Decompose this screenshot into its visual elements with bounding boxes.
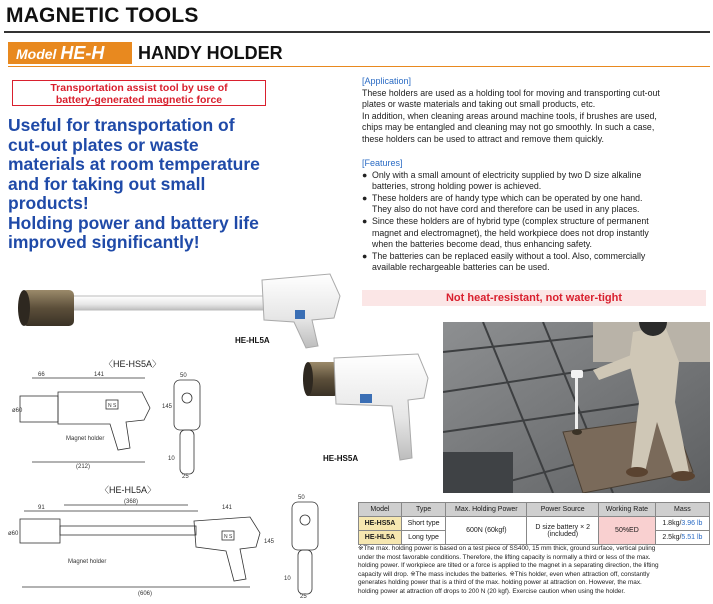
- assist-line-1: Transportation assist tool by use of: [50, 82, 228, 94]
- mass-kg: 2.5kg/: [662, 534, 682, 541]
- feature-text: batteries, strong holding power is achieved.: [372, 181, 542, 192]
- application-section: [362, 76, 702, 146]
- headline-line: materials at room temperature: [8, 154, 260, 174]
- feature-item: [362, 251, 706, 274]
- feature-text: These holders are of handy type which can be operated by one hand.: [372, 192, 643, 203]
- hs5a-drawing-label: 〈HE-HS5A〉: [104, 359, 162, 369]
- features-label: [Features]: [362, 158, 403, 168]
- hl5a-dim-141: 141: [222, 505, 233, 511]
- headline-line: Useful for transportation of: [8, 115, 235, 135]
- feature-text: Since these holders are of hybrid type (complex structure of permanent: [372, 215, 649, 226]
- headline-line: cut-out plates or waste: [8, 134, 199, 155]
- model-prefix: Model: [16, 46, 57, 62]
- mass-kg: 1.8kg/: [662, 520, 682, 527]
- hs5a-dim-25: 25: [182, 474, 189, 480]
- model-code: HE-H: [60, 43, 105, 63]
- hl5a-dim-606: (606): [138, 591, 153, 597]
- feature-item: [362, 193, 706, 216]
- notes: [358, 545, 710, 596]
- model-cell: HE-HS5A: [359, 517, 402, 531]
- hs5a-dim-145: 145: [162, 404, 173, 410]
- bullet-icon: ●: [362, 250, 368, 261]
- title-divider: [4, 31, 710, 33]
- feature-item: [362, 216, 706, 251]
- feature-text: when the batteries become dead, thus enhancing safety.: [372, 239, 592, 250]
- hl5a-side-view: [284, 492, 329, 600]
- mass-cell: [655, 531, 709, 545]
- magnet-holder-label: Magnet holder: [66, 436, 105, 442]
- application-line: These holders are used as a holding tool for moving and transporting cut-out: [362, 87, 660, 98]
- headline: [8, 116, 344, 253]
- bullet-icon: ●: [362, 215, 368, 226]
- hl5a-dim-145: 145: [264, 539, 275, 545]
- hs5a-dim-10: 10: [168, 456, 175, 462]
- hl5a-dim-phi: ø60: [8, 531, 19, 537]
- long-holder-caption: HE-HL5A: [235, 336, 270, 345]
- power-source-line: D size battery × 2: [535, 523, 591, 531]
- page-title: MAGNETIC TOOLS: [6, 4, 199, 27]
- hs5a-side-view: [168, 370, 213, 480]
- headline-line: Holding power and battery life: [8, 212, 259, 233]
- hs5a-dim-50: 50: [180, 373, 187, 379]
- hl5a-drawing: [8, 495, 280, 599]
- spec-table: [358, 502, 710, 545]
- application-line: In addition, when cleaning areas around machine tools, if brushes are used,: [362, 110, 657, 121]
- hs5a-dim-66: 66: [38, 372, 45, 378]
- header-type: Type: [401, 503, 445, 517]
- application-line: chips may be entangled and cleaning may not go smoothly. In such a case,: [362, 122, 655, 133]
- bullet-icon: ●: [362, 169, 368, 180]
- hl5a-dim-10: 10: [284, 576, 291, 582]
- headline-line: improved significantly!: [8, 232, 200, 252]
- model-tag: [8, 42, 132, 64]
- magnet-holder-label: Magnet holder: [68, 559, 107, 565]
- warning-banner: Not heat-resistant, not water-tight: [362, 290, 706, 306]
- application-label: [Application]: [362, 76, 412, 86]
- mass-lb: 3.96 lb: [681, 520, 703, 527]
- type-cell: Long type: [401, 531, 445, 545]
- header-mass: Mass: [655, 503, 709, 517]
- hl5a-dim-91: 91: [38, 505, 45, 511]
- feature-text: The batteries can be replaced easily without a tool. Also, commercially: [372, 250, 646, 261]
- headline-line: and for taking out small: [8, 173, 206, 194]
- note-line: generates holding power that is a third of the max. holding power at attraction on. However, the max.: [358, 579, 642, 586]
- hl5a-dim-50: 50: [298, 495, 305, 501]
- ns-plate: N S: [108, 403, 117, 409]
- feature-item: [362, 170, 706, 193]
- holding-power-cell: 600N (60kgf): [446, 517, 527, 545]
- long-holder-image: [12, 262, 352, 352]
- product-name: HANDY HOLDER: [138, 43, 283, 63]
- note-line: holding power at attraction off drops to 200 N (20 kgf). Exercise caution when using the holder.: [358, 587, 626, 595]
- power-source-cell: [527, 517, 599, 545]
- feature-text: available rechargeable batteries can be used.: [372, 262, 550, 273]
- feature-text: magnet and electromagnet), the held workpiece does not drop instantly: [372, 227, 649, 238]
- mass-cell: [655, 517, 709, 531]
- note-line: capacity will drop. ※The mass includes the batteries. ※This holder, even when attraction off, constantly: [358, 570, 650, 578]
- type-cell: Short type: [401, 517, 445, 531]
- header-holding-power: Max. Holding Power: [446, 503, 527, 517]
- application-line: these holders can be used to attract and remove them quickly.: [362, 133, 604, 144]
- hs5a-dim-212: (212): [76, 464, 91, 470]
- note-line: ※The max. holding power is based on a test piece of SS400, 15 mm thick, ground surface, vertical puling: [358, 545, 656, 552]
- usage-photo: [443, 322, 710, 493]
- hs5a-dim-141: 141: [94, 372, 105, 378]
- mass-lb: 5.51 lb: [681, 534, 703, 541]
- power-source-line: (included): [547, 530, 579, 538]
- note-line: holding power. If workpiece are tilted or a force is applied to the magnet in a separating direction, the lifting: [358, 562, 659, 569]
- hl5a-dim-368: (368): [124, 499, 139, 505]
- header-model: Model: [359, 503, 402, 517]
- hl5a-dim-25: 25: [300, 594, 307, 600]
- subtitle-divider: [8, 66, 710, 67]
- headline-line: products!: [8, 193, 89, 213]
- working-rate-cell: 50%ED: [599, 517, 656, 545]
- ns-plate: N S: [224, 534, 233, 540]
- feature-text: Only with a small amount of electricity supplied by two D size alkaline: [372, 169, 642, 180]
- hs5a-dim-phi: ø60: [12, 408, 23, 414]
- short-holder-image: [300, 348, 440, 463]
- feature-text: They also do not have cord and therefore can be used in any places.: [372, 204, 640, 215]
- model-cell: HE-HL5A: [359, 531, 402, 545]
- header-working-rate: Working Rate: [599, 503, 656, 517]
- table-row: [359, 517, 710, 531]
- note-line: under the most favorable conditions. Therefore, the lifting capacity is normally a third or less of the max.: [358, 553, 651, 561]
- header-power-source: Power Source: [527, 503, 599, 517]
- spec-header-row: [359, 503, 710, 517]
- short-holder-caption: HE-HS5A: [323, 454, 359, 463]
- application-line: plates or waste materials and taking out small products, etc.: [362, 99, 596, 110]
- bullet-icon: ●: [362, 192, 368, 203]
- assist-box: [12, 80, 266, 106]
- hl5a-drawing-label: 〈HE-HL5A〉: [100, 485, 157, 495]
- assist-line-2: battery-generated magnetic force: [55, 94, 223, 106]
- features-section: [362, 158, 706, 274]
